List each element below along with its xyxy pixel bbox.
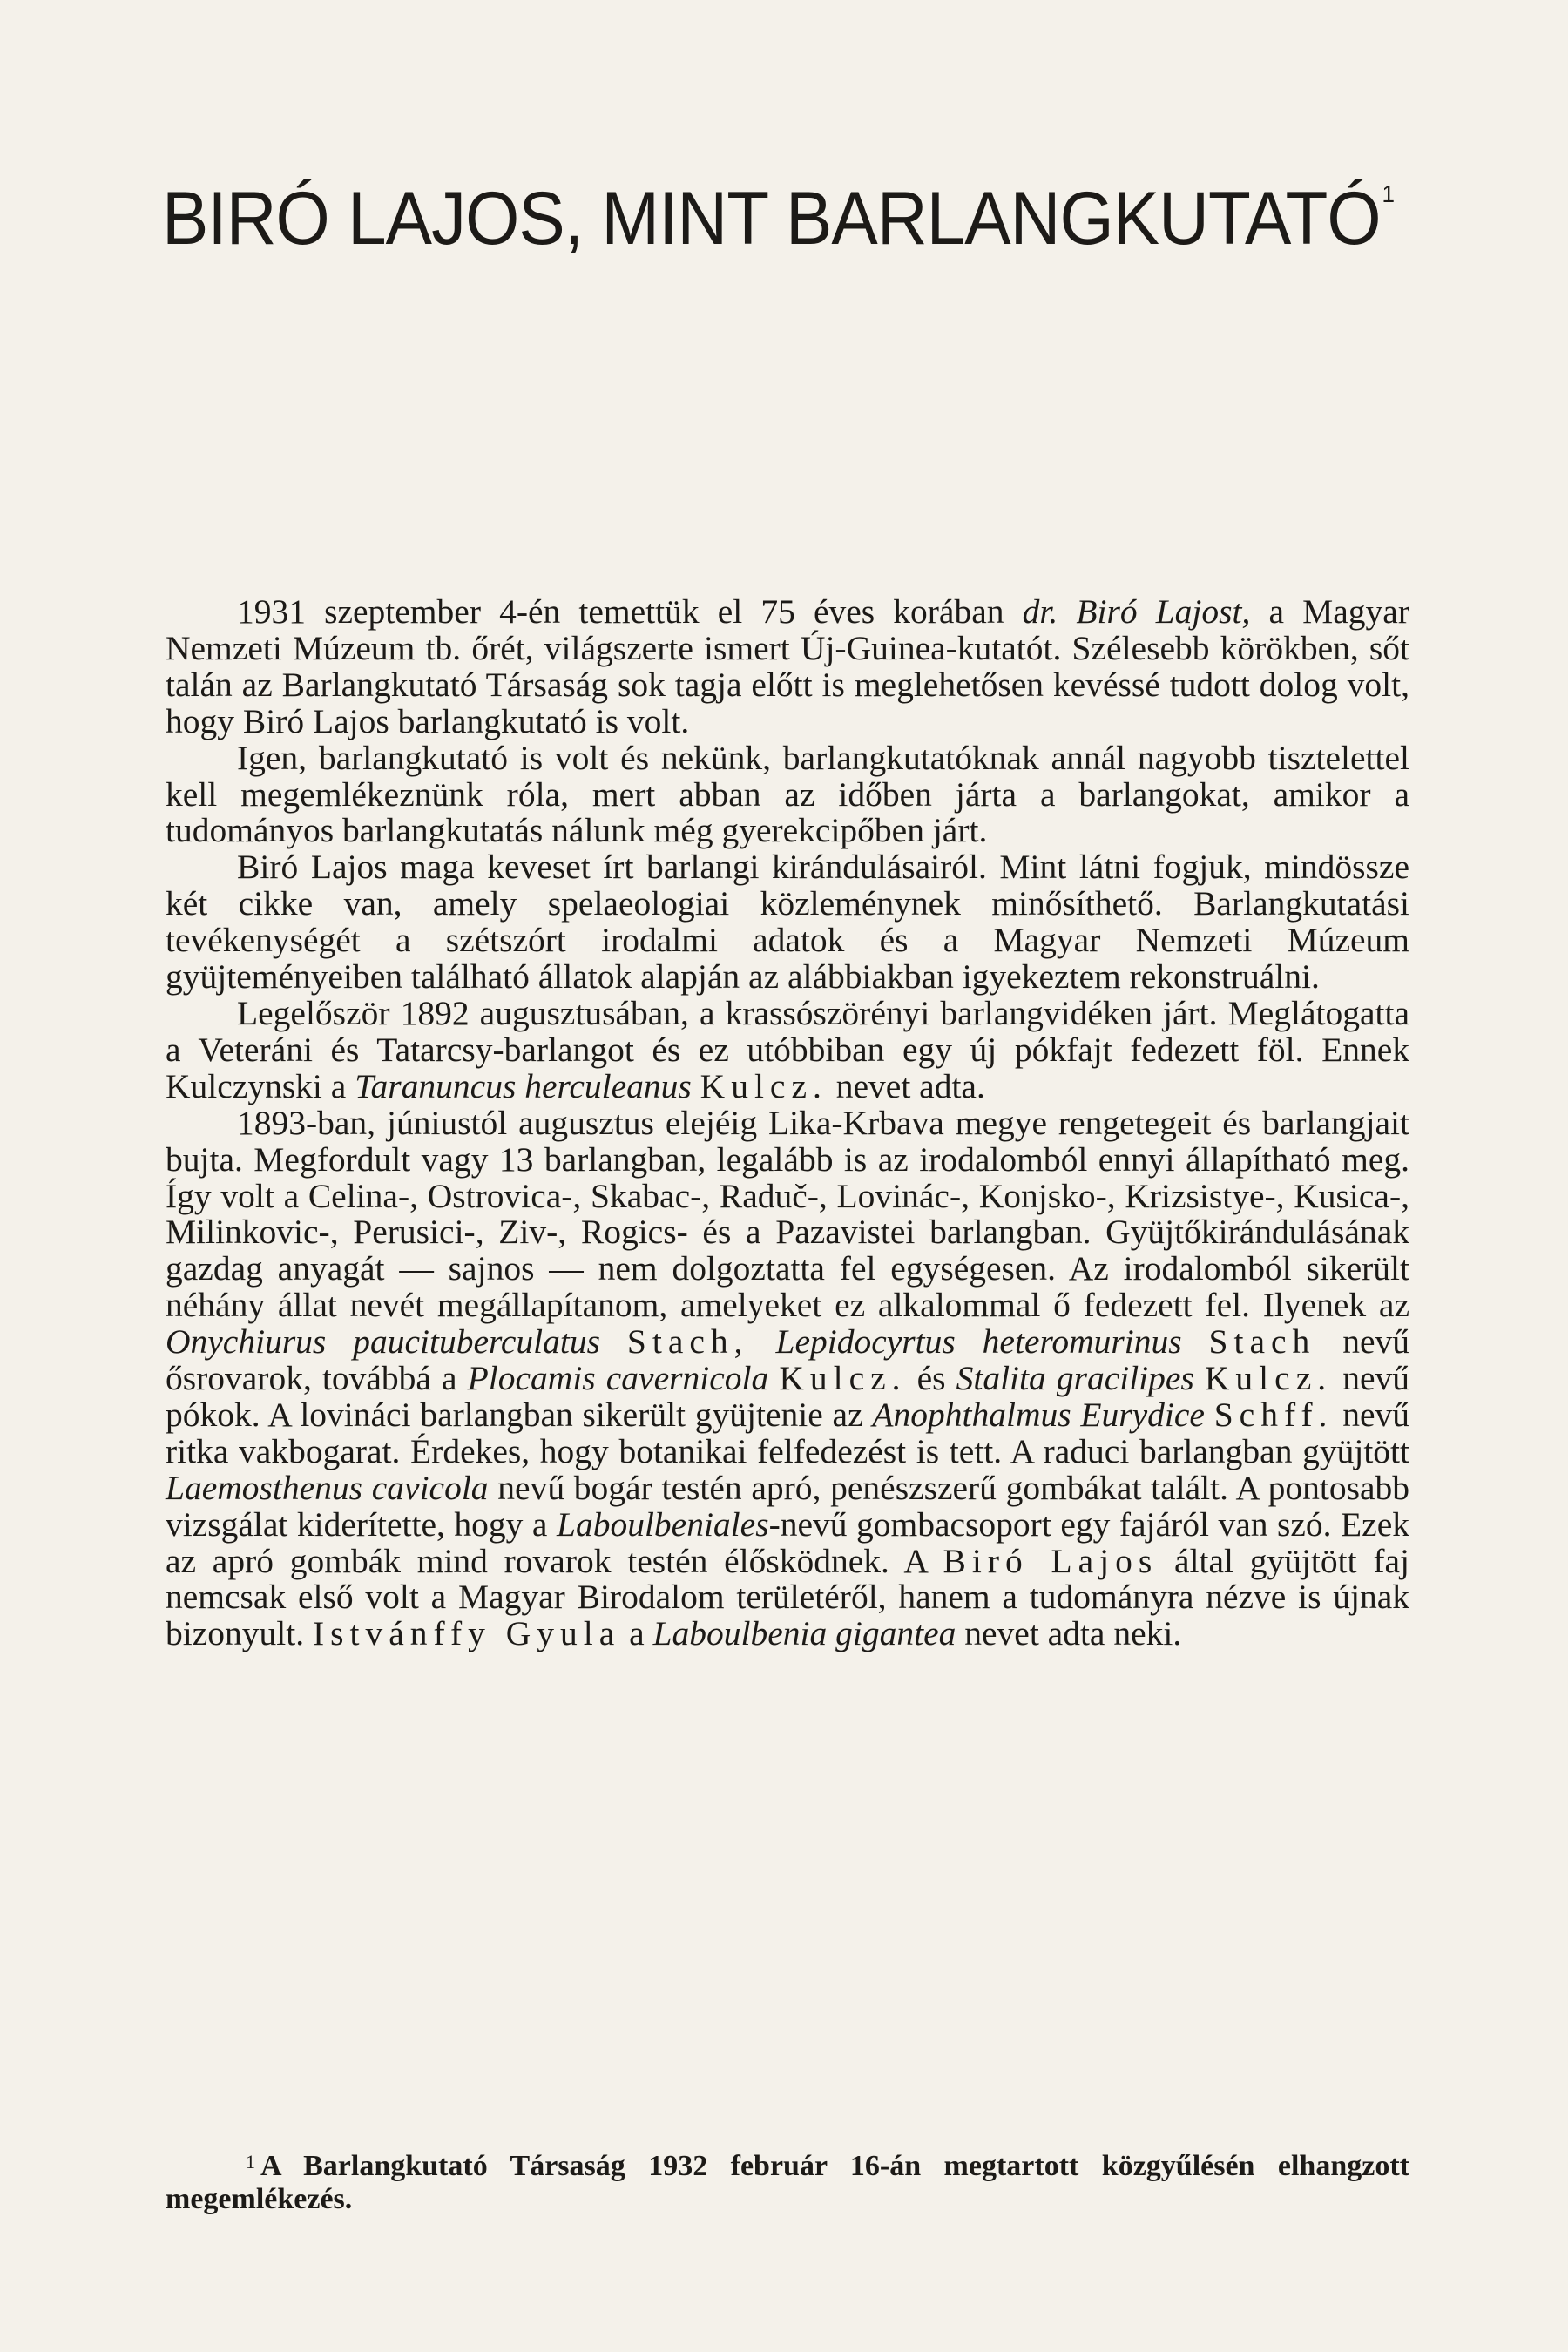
paragraph-1: 1931 szeptember 4-én temettük el 75 éves korában dr. Biró Lajost, a Magyar Nemzeti Múzeum tb. őrét, világszerte ismert Új-Guinea-kutatót. Szélesebb körökben, sőt talán az Barlangkutató Társaság sok tagja előtt is meglehetősen kevéssé tudott dolog volt, hogy Biró Lajos barlangkutató is volt.: [166, 592, 1409, 740]
title-text: BIRÓ LAJOS, MINT BARLANGKUTATÓ: [162, 176, 1381, 260]
paragraph-3: Biró Lajos maga keveset írt barlangi kirándulásairól. Mint látni fogjuk, mindössze két cikke van, amely spelaeologiai közleménynek minősíthető. Barlangkutatási tevékenységét a szétszórt irodalmi adatok és a Magyar Nemzeti Múzeum gyüjteményeiben található állatok alapján az alábbiakban igyekeztem rekonstruálni.: [166, 848, 1409, 997]
title-footnote-mark[interactable]: 1: [1382, 179, 1395, 207]
paragraph-5: 1893-ban, júniustól augusztus elejéig Lika-Krbava megye rengetegeit és barlangjait bujta. Megfordult vagy 13 barlangban, legalább is az irodalomból ennyi állapítható meg. Így volt a Celina-, Ostrovica-, Skabac-, Raduč-, Lovinác-, Konjsko-, Krizsistye-, Kusica-, Milinkovic-, Perusici-, Ziv-, Rogics- és a Pazavistei barlangban. Gyüjtőkirándulásának gazdag anyagát — sajnos — nem dolgoztatta fel egységesen. Az irodalomból sikerült néhány állat nevét megállapítanom, amelyeket ez alkalommal ő fedezett fel. Ilyenek az Onychiurus paucituberculatus Stach, Lepidocyrtus heteromurinus Stach nevű ősrovarok, továbbá a Plocamis cavernicola Kulcz. és Stalita gracilipes Kulcz. nevű pókok. A lovináci barlangban sikerült gyüjtenie az Anophthalmus Eurydice Schff. nevű ritka vakbogarat. Érdekes, hogy botanikai felfedezést is tett. A raduci barlangban gyüjtött Laemosthenus cavicola nevű bogár testén apró, penészszerű gombákat talált. A pontosabb vizsgálat kiderítette, hogy a Laboulbeniales-nevű gombacsoport egy fajáról van szó. Ezek az apró gombák mind rovarok testén élősködnek. A Biró Lajos által gyüjtött faj nemcsak első volt a Magyar Birodalom területéről, hanem a tudományra nézve is újnak bizonyult. Istvánffy Gyula a Laboulbenia gigantea nevet adta neki.: [166, 1103, 1410, 1653]
footnote: [166, 2146, 1409, 2216]
page-title: [162, 176, 1395, 260]
footnote-text: A Barlangkutató Társaság 1932 február 16-án megtartott közgyűlésén elhangzott megemlékezés.: [166, 2150, 1409, 2215]
paragraph-4: Legelőször 1892 augusztusában, a krassószörényi barlangvidéken járt. Meglátogatta a Veteráni és Tatarcsy-barlangot és ez utóbbiban egy új pókfajt fedezett föl. Ennek Kulczynski a Taranuncus herculeanus Kulcz. nevet adta.: [166, 993, 1409, 1105]
paragraph-2: Igen, barlangkutató is volt és nekünk, barlangkutatóknak annál nagyobb tisztelettel kell megemlékeznünk róla, mert abban az időben járta a barlangokat, amikor a tudományos barlangkutatás nálunk még gyerekcipőben járt.: [166, 738, 1409, 850]
article-body: [166, 594, 1409, 1652]
footnote-mark: 1: [246, 2151, 255, 2173]
